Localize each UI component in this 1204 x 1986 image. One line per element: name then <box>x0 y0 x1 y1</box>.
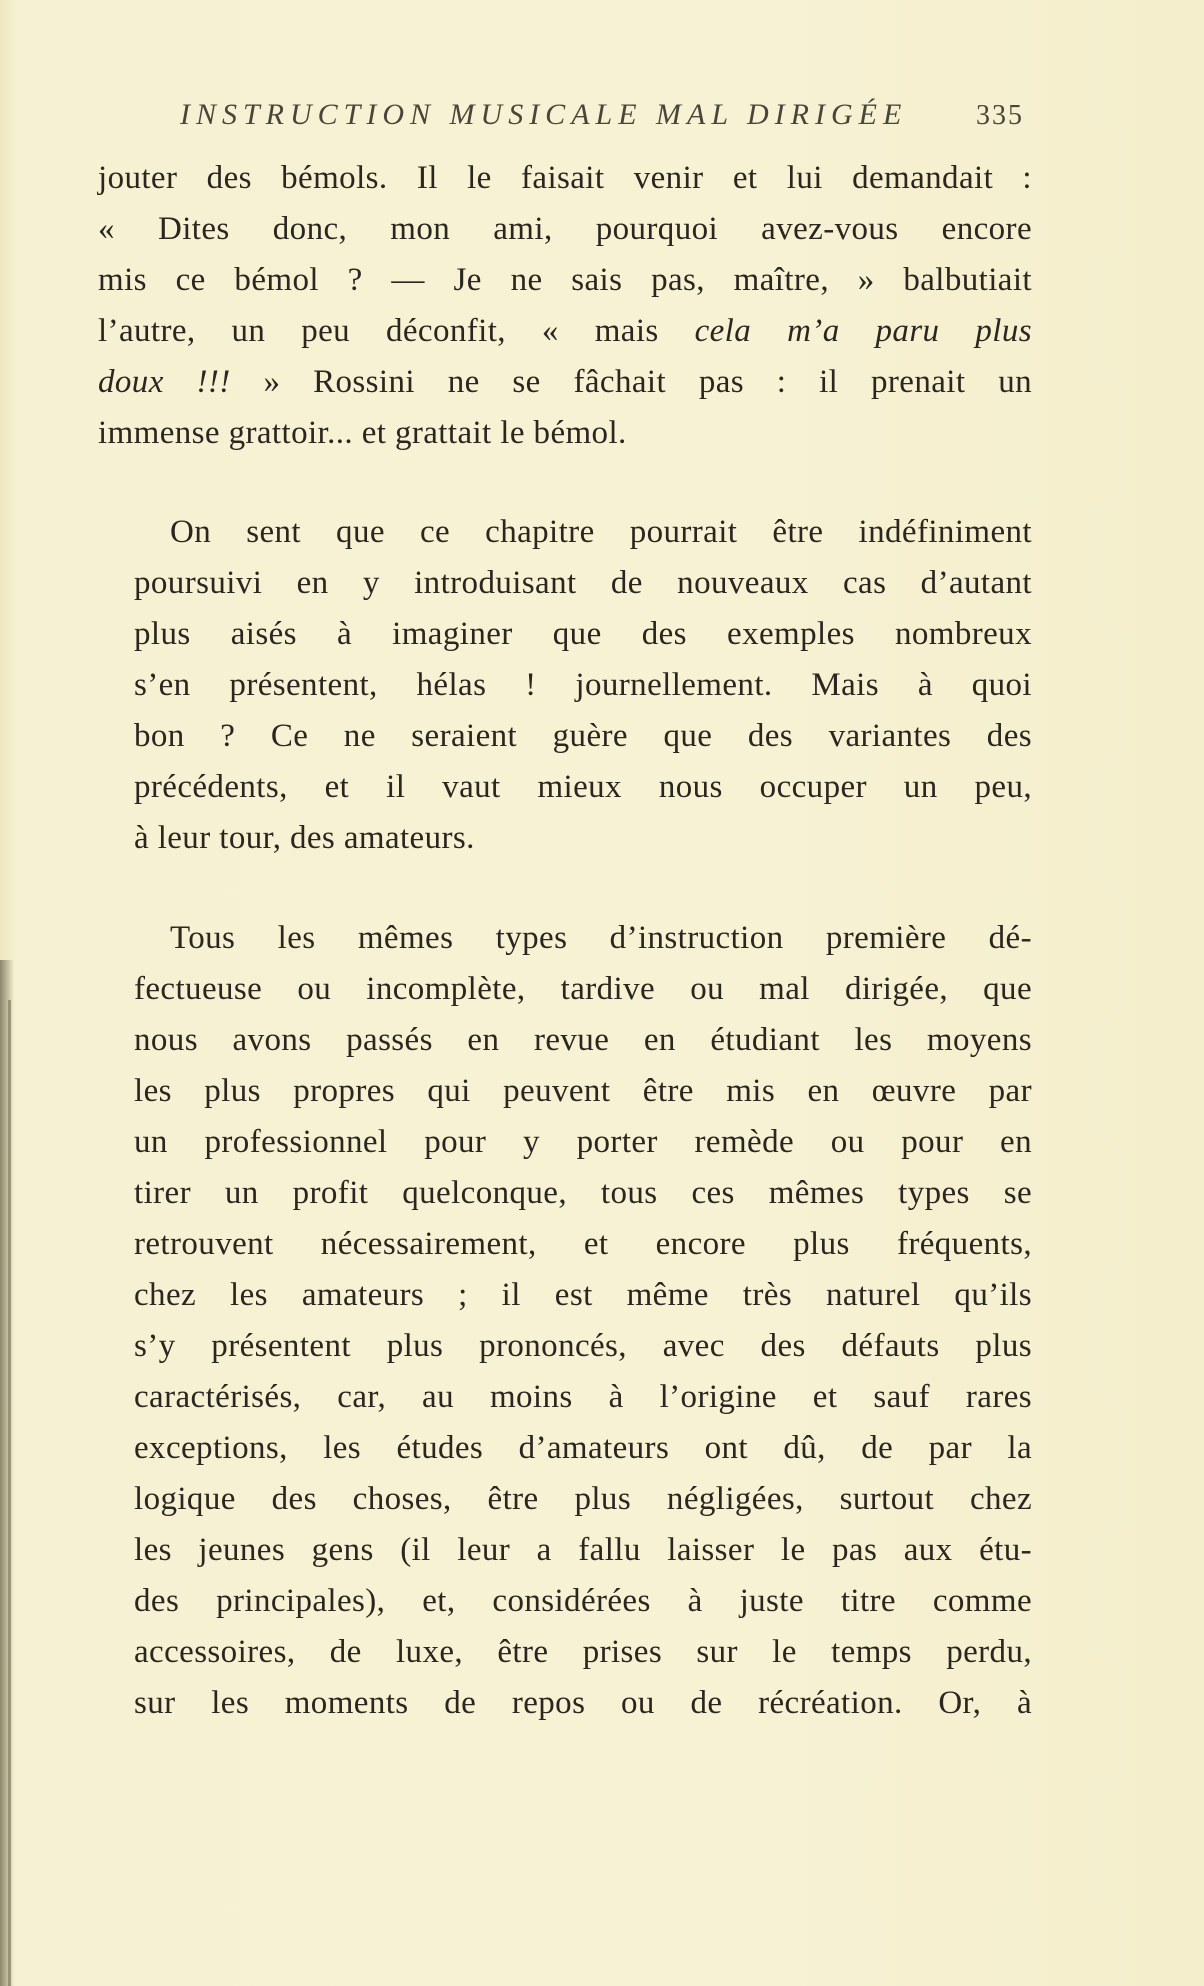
text-line: nous avons passés en revue en étudiant les moyens <box>134 1022 1032 1058</box>
text-line <box>98 357 1032 408</box>
text-line: les plus propres qui peuvent être mis en œuvre par <box>134 1073 1032 1109</box>
binding-edge <box>8 1000 11 1986</box>
text-line: chez les amateurs ; il est même très naturel qu’ils <box>134 1277 1032 1313</box>
paragraph-1 <box>98 153 1032 459</box>
text-line: exceptions, les études d’amateurs ont dû, de par la <box>134 1430 1032 1466</box>
text-line: On sent que ce chapitre pourrait être indéfiniment <box>170 514 1032 550</box>
paragraph-3 <box>98 913 1032 1729</box>
page-number: 335 <box>976 100 1024 131</box>
text-line: logique des choses, être plus négligées, surtout chez <box>134 1481 1032 1517</box>
text-run: » Rossini ne se fâchait pas : il prenait un <box>230 364 1032 400</box>
binding-shadow <box>0 960 14 1986</box>
text-line: immense grattoir... et grattait le bémol. <box>98 415 627 451</box>
text-line: « Dites donc, mon ami, pourquoi avez-vous encore <box>98 211 1032 247</box>
text-line: accessoires, de luxe, être prises sur le temps perdu, <box>134 1634 1032 1670</box>
italic-phrase: doux !!! <box>98 364 231 400</box>
text-line: des principales), et, considérées à juste titre comme <box>134 1583 1032 1619</box>
text-line: précédents, et il vaut mieux nous occuper un peu, <box>134 769 1032 805</box>
text-line-with-italic <box>98 306 1032 357</box>
text-line: sur les moments de repos ou de récréation. Or, à <box>134 1685 1032 1721</box>
text-line: jouter des bémols. Il le faisait venir et lui demandait : <box>98 160 1032 196</box>
text-line: bon ? Ce ne seraient guère que des variantes des <box>134 718 1032 754</box>
text-line: à leur tour, des amateurs. <box>134 820 475 856</box>
text-line: tirer un profit quelconque, tous ces mêmes types se <box>134 1175 1032 1211</box>
italic-phrase: cela m’a paru plus <box>694 313 1032 349</box>
text-line: s’en présentent, hélas ! journellement. Mais à quoi <box>134 667 1032 703</box>
text-line: plus aisés à imaginer que des exemples nombreux <box>134 616 1032 652</box>
text-line: s’y présentent plus prononcés, avec des défauts plus <box>134 1328 1032 1364</box>
running-title: INSTRUCTION MUSICALE MAL DIRIGÉE <box>180 98 908 131</box>
text-run: l’autre, un peu déconfit, « mais <box>98 313 695 349</box>
paragraph-2 <box>98 507 1032 864</box>
text-line: un professionnel pour y porter remède ou pour en <box>134 1124 1032 1160</box>
text-line: retrouvent nécessairement, et encore plus fréquents, <box>134 1226 1032 1262</box>
text-line: les jeunes gens (il leur a fallu laisser le pas aux étu- <box>134 1532 1032 1568</box>
text-line: fectueuse ou incomplète, tardive ou mal dirigée, que <box>134 971 1032 1007</box>
text-line: caractérisés, car, au moins à l’origine et sauf rares <box>134 1379 1032 1415</box>
text-line: Tous les mêmes types d’instruction première dé- <box>170 920 1032 956</box>
text-line: mis ce bémol ? — Je ne sais pas, maître, » balbutiait <box>98 262 1032 298</box>
text-line: poursuivi en y introduisant de nouveaux cas d’autant <box>134 565 1032 601</box>
